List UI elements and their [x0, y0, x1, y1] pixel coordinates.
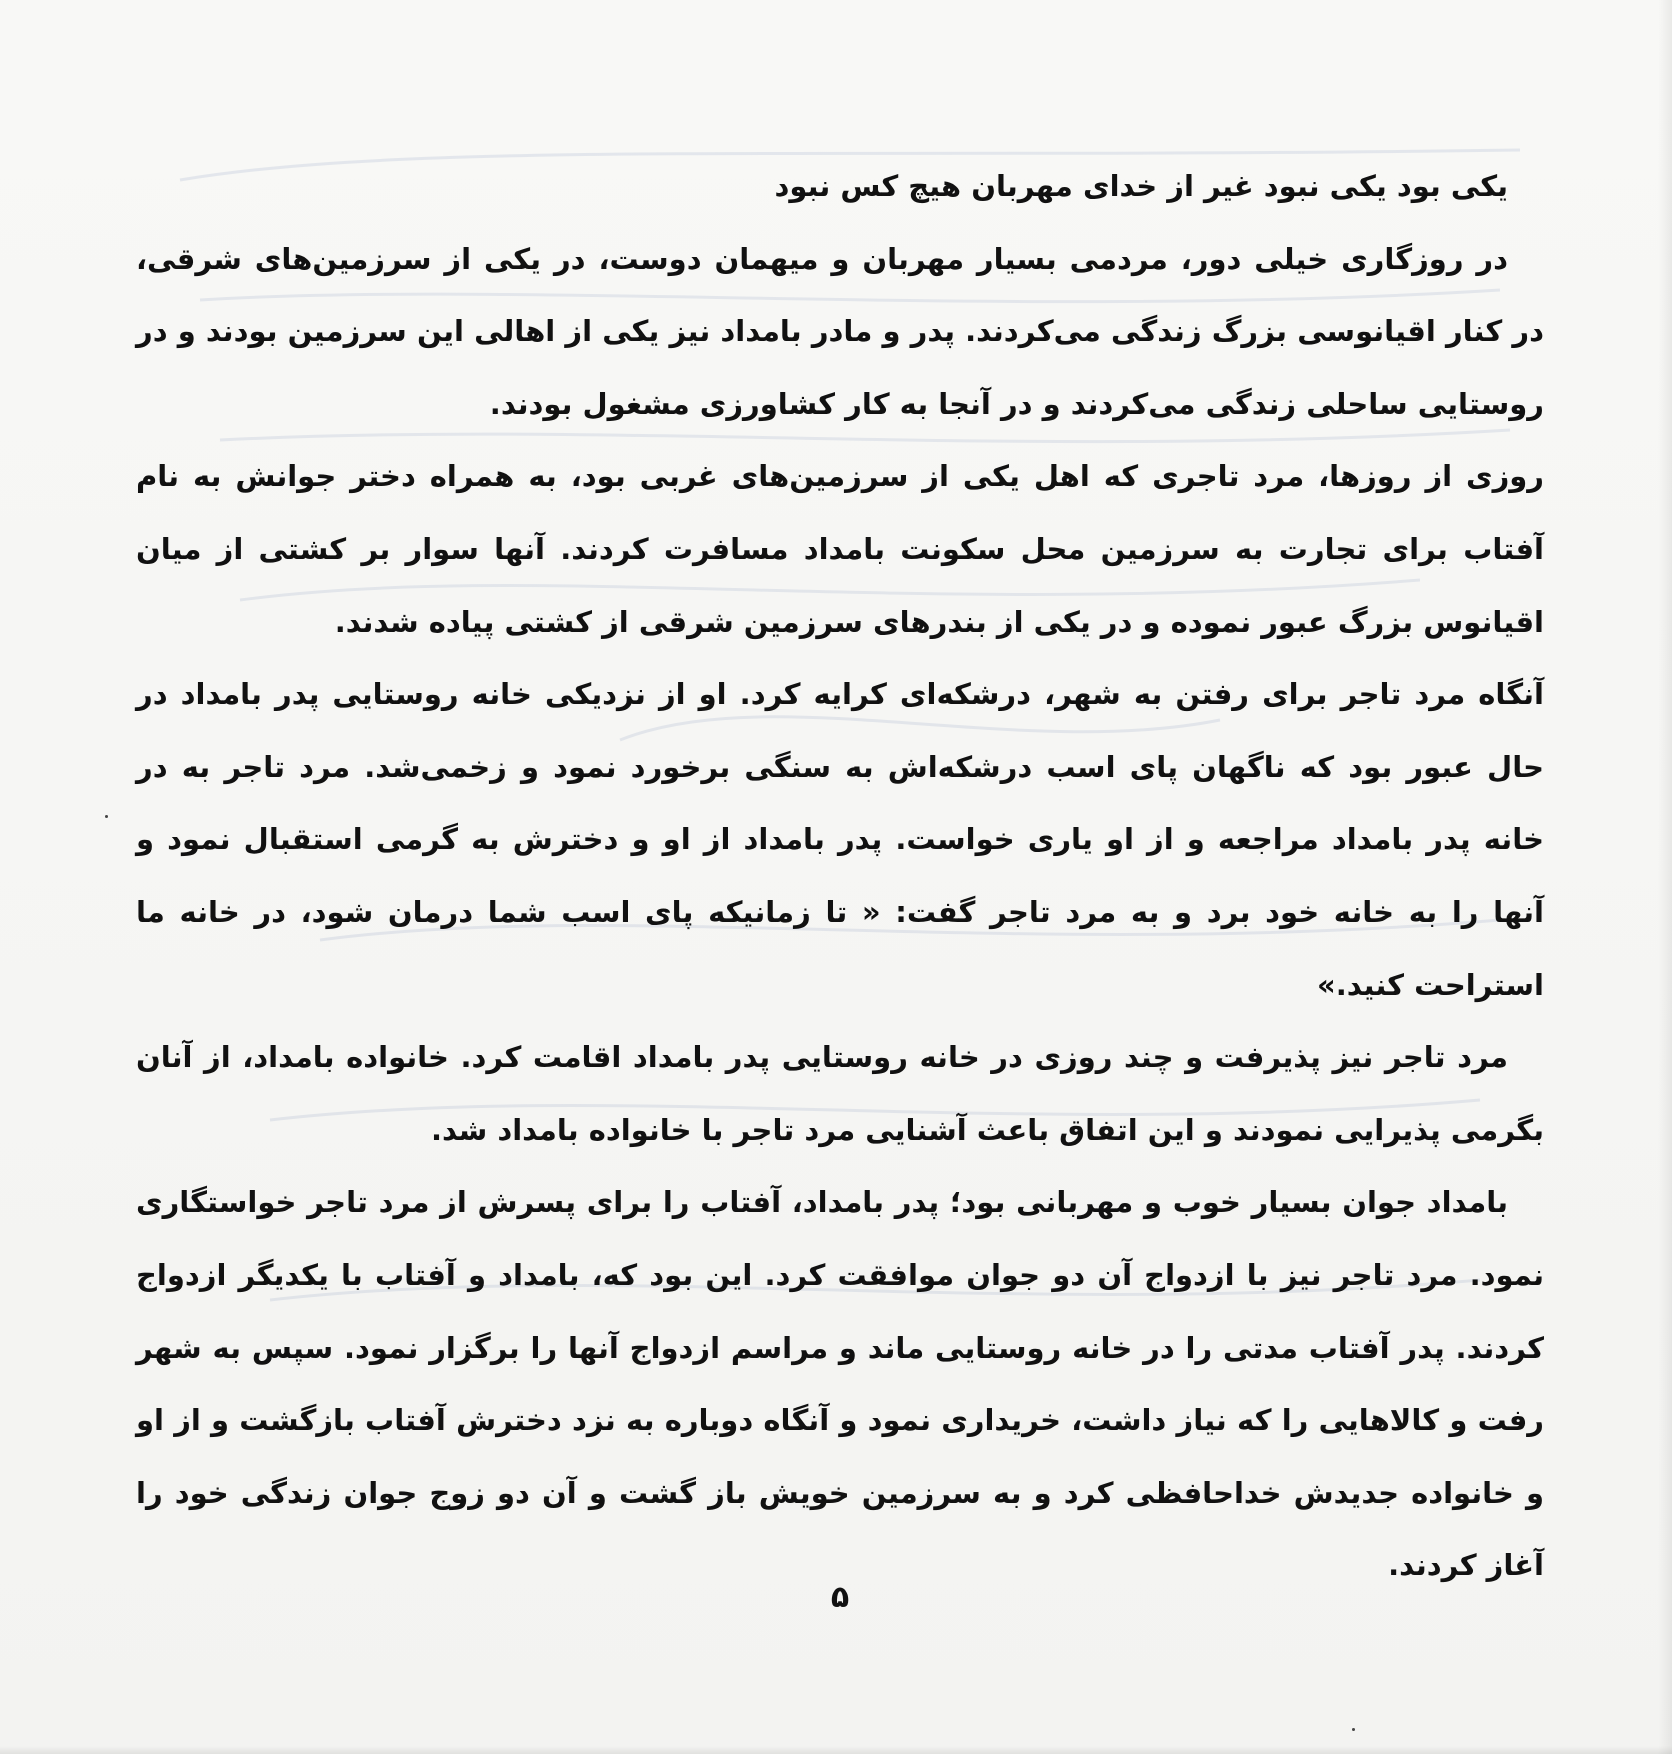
story-paragraph: مرد تاجر نیز پذیرفت و چند روزی در خانه روستایی پدر بامداد اقامت کرد. خانواده بامداد، از آنان بگرمی پذیرایی نمودند و این اتفاق باعث آشنایی مرد تاجر با خانواده بامداد شد.	[136, 1040, 1544, 1147]
story-paragraph: بامداد جوان بسیار خوب و مهربانی بود؛ پدر بامداد، آفتاب را برای پسرش از مرد تاجر خواستگاری نمود. مرد تاجر نیز با ازدواج آن دو جوان موافقت کرد. این بود که، بامداد و آفتاب با یکدیگر ازدواج کردند. پدر آفتاب مدتی را در خانه روستایی ماند و مراسم ازدواج آنها را برگزار نمود. سپس به شهر رفت و کالاهایی را که نیاز داشت، خریداری نمود و آنگاه دوباره به نزد دخترش آفتاب بازگشت و از او و خانواده جدیدش خداحافظی کرد و به سرزمین خویش باز گشت و آن دو زوج جوان زندگی خود را آغاز کردند.	[136, 1185, 1544, 1583]
page-number: ۵	[830, 1580, 850, 1615]
page-edge-shadow	[1658, 0, 1672, 1754]
story-text	[136, 150, 1544, 1602]
story-paragraph: روزی از روزها، مرد تاجری که اهل یکی از سرزمین‌های غربی بود، به همراه دختر جوانش به نام آفتاب برای تجارت به سرزمین محل سکونت بامداد مسافرت کردند. آنها سوار بر کشتی از میان اقیانوس بزرگ عبور نموده و در یکی از بندرهای سرزمین شرقی از کشتی پیاده شدند.	[136, 459, 1544, 639]
paper-speck	[1352, 1728, 1355, 1731]
story-paragraph: در روزگاری خیلی دور، مردمی بسیار مهربان و میهمان دوست، در یکی از سرزمین‌های شرقی، در کنار اقیانوسی بزرگ زندگی می‌کردند. پدر و مادر بامداد نیز یکی از اهالی این سرزمین بودند و در روستایی ساحلی زندگی می‌کردند و در آنجا به کار کشاورزی مشغول بودند.	[136, 241, 1544, 421]
page-bottom-shadow	[0, 1746, 1672, 1754]
paper-speck	[105, 815, 108, 818]
story-paragraph: آنگاه مرد تاجر برای رفتن به شهر، درشکه‌ای کرایه کرد. او از نزدیکی خانه روستایی پدر بامداد در حال عبور بود که ناگهان پای اسب درشکه‌اش به سنگی برخورد نمود و زخمی‌شد. مرد تاجر به در خانه پدر بامداد مراجعه و از او یاری خواست. پدر بامداد از او و دخترش به گرمی استقبال نمود و آنها را به خانه خود برد و به مرد تاجر گفت: « تا زمانیکه پای اسب شما درمان شود، در خانه ما استراحت کنید.»	[136, 677, 1544, 1002]
story-paragraph-intro: یکی بود یکی نبود غیر از خدای مهربان هیچ کس نبود	[774, 169, 1508, 203]
